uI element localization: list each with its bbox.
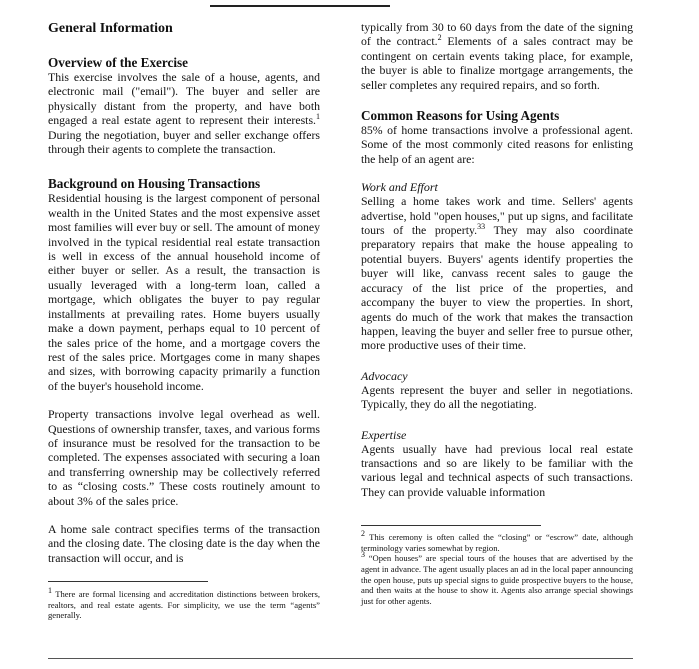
footnote-3-number: 3 [361,550,365,560]
continued-text-end: Elements of a sales contract may be contingent on certain events taking place, for example, the buyer is able to finalize mortgage arrangements, the seller completes any required repairs, and so forth. [361,34,633,92]
footnote-3-text: “Open houses” are special tours of the houses that are advertised by the agent in advance. The agent usually places an ad in the local paper announcing the open house, puts up special signs to guide prospective buyers to the house, and then waits at the house to show it. Agents also arrange special showings just for other agents. [361,553,633,606]
left-column [48,20,320,621]
work-effort-heading: Work and Effort [361,180,438,195]
background-paragraph-1: Residential housing is the largest component of personal wealth in the United States and the most expensive asset most families will ever buy or sell. The amount of money involved in the typical residential real estate transaction is well in excess of the annual household income of either buyer or seller. As a result, the transaction is usually leveraged with a long-term loan, called a mortgage, which obligates the buyer to pay regular installments at prevailing rates. Home buyers usually make a down payment, perhaps equal to 10 percent of the sales price of the home, and a mortgage covers the rest of the sales price. Mortgages come in many shapes and sizes, with borrowing capacity primarily a function of the buyer's household income. [48,191,320,393]
overview-text-end: During the negotiation, buyer and seller exchange offers through their agents to complete the transaction. [48,127,320,157]
background-paragraph-2: Property transactions involve legal overhead as well. Questions of ownership transfer, taxes, and various forms of insurance must be resolved for the transaction to be completed. The expenses associated with securing a loan and transferring ownership may be collectively referred to as “closing costs.” These costs routinely amount to about 3% of the sales price. [48,407,320,508]
right-column [361,20,633,606]
footnote-1-number: 1 [48,586,52,596]
footnote-ref-1[interactable]: 1 [316,112,320,122]
page-title: General Information [48,21,173,36]
footnote-divider-right [361,525,541,526]
work-effort-text-end: They may also coordinate preparatory repairs that make the house appealing to potential buyers. Buyers' agents identify properties the buyer will like, canvass recent sales to gauge the accuracy of the list price of the properties, and accompany the buyer to view the properties. In short, agents do much of the work that makes the transaction happen, leaving the buyer and seller free to pursue other, more productive uses of their time. [361,223,633,353]
footnote-ref-3[interactable]: 33 [477,222,486,232]
advocacy-paragraph: Agents represent the buyer and seller in negotiations. Typically, they do all the negotiating. [361,382,633,412]
footnote-ref-2[interactable]: 2 [437,33,442,43]
reasons-heading: Common Reasons for Using Agents [361,108,560,124]
continued-text: typically from 30 to 60 days from the date of the signing of the contract. [361,20,633,49]
advocacy-heading: Advocacy [361,368,408,383]
footnote-2 [361,529,633,553]
footnote-divider [48,581,208,582]
bottom-rule [48,658,633,659]
background-paragraph-3-continued [361,20,633,92]
expertise-heading: Expertise [361,427,407,442]
footnote-1-text: There are formal licensing and accreditation distinctions between brokers, realtors, and real estate agents. For simplicity, we use the term “agents” generally. [48,589,320,621]
footnote-2-text: This ceremony is often called the “closing” or “escrow” date, although terminology varies somewhat by region. [361,532,633,553]
footnote-1 [48,586,320,621]
reasons-intro: 85% of home transactions involve a professional agent. Some of the most commonly cited reasons for enlisting the help of an agent are: [361,123,633,166]
background-heading: Background on Housing Transactions [48,176,261,192]
work-effort-text: Selling a home takes work and time. Sellers' agents advertise, hold "open houses," put up signs, and facilitate tours of the property. [361,194,633,238]
overview-text: This exercise involves the sale of a house, agents, and electronic mail ("email"). The buyer and seller are physically distant from the property, and have both engaged a real estate agent to represent their interests. [48,70,320,128]
top-rule [210,5,390,7]
footnote-3 [361,550,633,606]
overview-paragraph [48,70,320,156]
work-effort-paragraph [361,194,633,352]
expertise-paragraph: Agents usually have had previous local real estate transactions and so are likely to be familiar with the various legal and technical aspects of such transactions. They can provide valuable information [361,441,633,499]
overview-heading: Overview of the Exercise [48,55,189,70]
background-paragraph-3: A home sale contract specifies terms of the transaction and the closing date. The closing date is the day when the transaction will occur, and is [48,521,320,565]
footnote-2-number: 2 [361,529,365,539]
